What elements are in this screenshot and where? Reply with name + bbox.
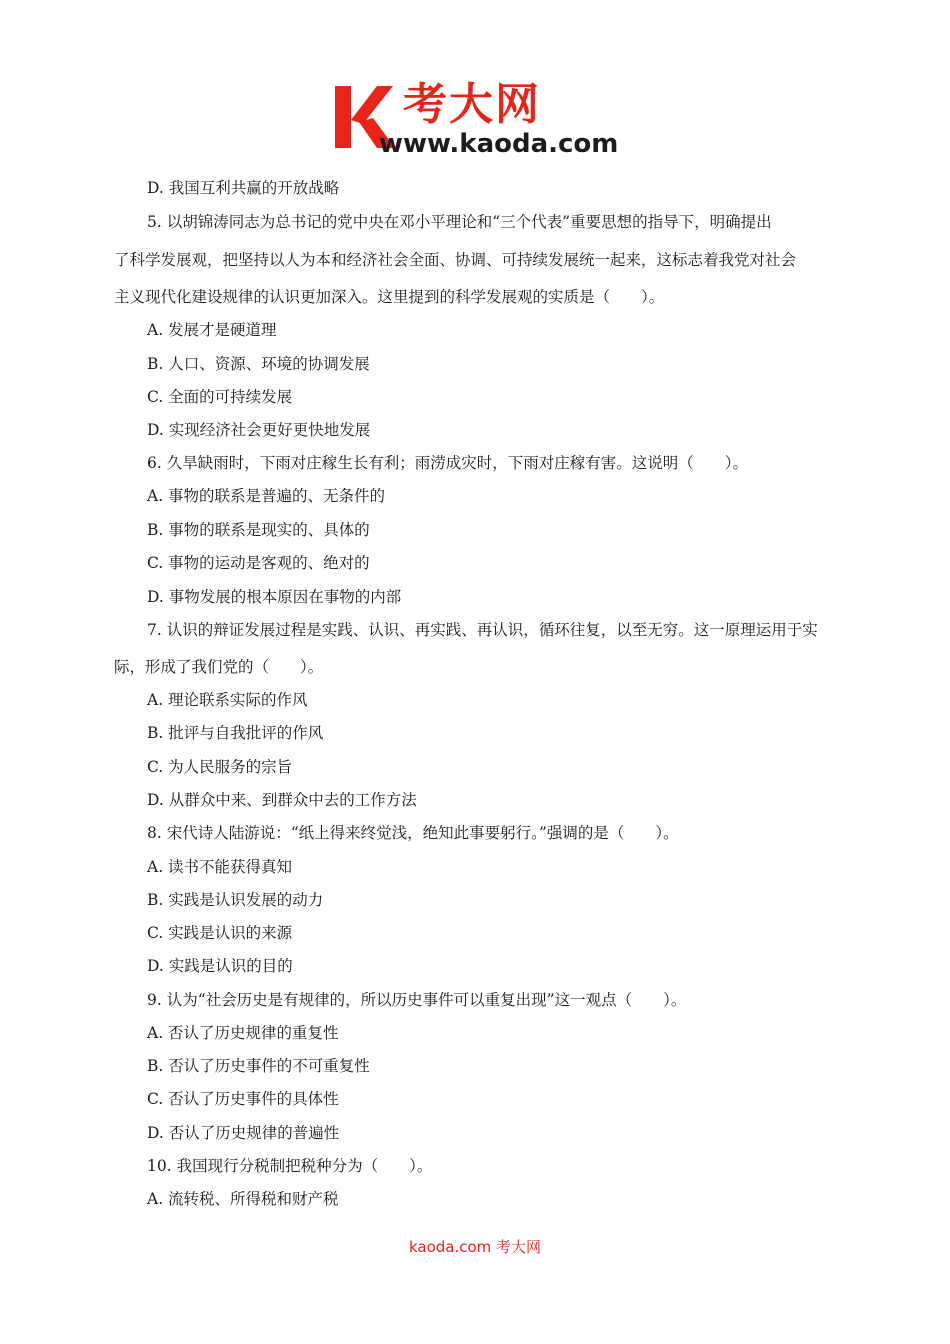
- option-line: D. 事物发展的根本原因在事物的内部: [147, 588, 402, 606]
- question-line: 9. 认为“社会历史是有规律的，所以历史事件可以重复出现”这一观点（ ）。: [147, 991, 687, 1009]
- option-line: A. 事物的联系是普遍的、无条件的: [147, 487, 386, 505]
- option-line: C. 否认了历史事件的具体性: [147, 1090, 339, 1108]
- option-line: B. 人口、资源、环境的协调发展: [147, 355, 370, 373]
- option-line: A. 流转税、所得税和财产税: [147, 1190, 339, 1208]
- option-line: D. 实践是认识的目的: [147, 957, 293, 975]
- question-line: 6. 久旱缺雨时，下雨对庄稼生长有利；雨涝成灾时，下雨对庄稼有害。这说明（ ）。: [147, 454, 748, 472]
- option-line: B. 批评与自我批评的作风: [147, 724, 324, 742]
- question-line: 了科学发展观，把坚持以人为本和经济社会全面、协调、可持续发展统一起来，这标志着我党对社会: [114, 251, 797, 269]
- question-line: 8. 宋代诗人陆游说：“纸上得来终觉浅，绝知此事要躬行。”强调的是（ ）。: [147, 824, 679, 842]
- option-line: B. 事物的联系是现实的、具体的: [147, 521, 370, 539]
- question-line: 际，形成了我们党的（ ）。: [114, 658, 324, 676]
- question-line: 主义现代化建设规律的认识更加深入。这里提到的科学发展观的实质是（ ）。: [114, 288, 665, 306]
- option-line: C. 实践是认识的来源: [147, 924, 293, 942]
- option-line: B. 否认了历史事件的不可重复性: [147, 1057, 370, 1075]
- option-line: D. 从群众中来、到群众中去的工作方法: [147, 791, 417, 809]
- option-line: D. 我国互利共赢的开放战略: [147, 179, 340, 197]
- option-line: A. 读书不能获得真知: [147, 858, 293, 876]
- logo-url-text: www.kaoda.com: [379, 129, 619, 159]
- option-line: A. 否认了历史规律的重复性: [147, 1024, 339, 1042]
- option-line: A. 理论联系实际的作风: [147, 691, 308, 709]
- question-line: 10. 我国现行分税制把税种分为（ ）。: [147, 1157, 433, 1175]
- footer-link[interactable]: kaoda.com 考大网: [408, 1238, 542, 1256]
- option-line: D. 实现经济社会更好更快地发展: [147, 421, 371, 439]
- question-line: 5. 以胡锦涛同志为总书记的党中央在邓小平理论和“三个代表”重要思想的指导下，明确提出: [147, 213, 772, 231]
- kaoda-logo: [333, 80, 653, 160]
- option-line: C. 为人民服务的宗旨: [147, 758, 293, 776]
- option-line: C. 事物的运动是客观的、绝对的: [147, 554, 370, 572]
- question-line: 7. 认识的辩证发展过程是实践、认识、再实践、再认识，循环往复，以至无穷。这一原理运用于实: [147, 621, 818, 639]
- option-line: B. 实践是认识发展的动力: [147, 891, 324, 909]
- option-line: D. 否认了历史规律的普遍性: [147, 1124, 340, 1142]
- logo-chinese-text: 考大网: [403, 79, 541, 130]
- option-line: A. 发展才是硬道理: [147, 321, 277, 339]
- option-line: C. 全面的可持续发展: [147, 388, 293, 406]
